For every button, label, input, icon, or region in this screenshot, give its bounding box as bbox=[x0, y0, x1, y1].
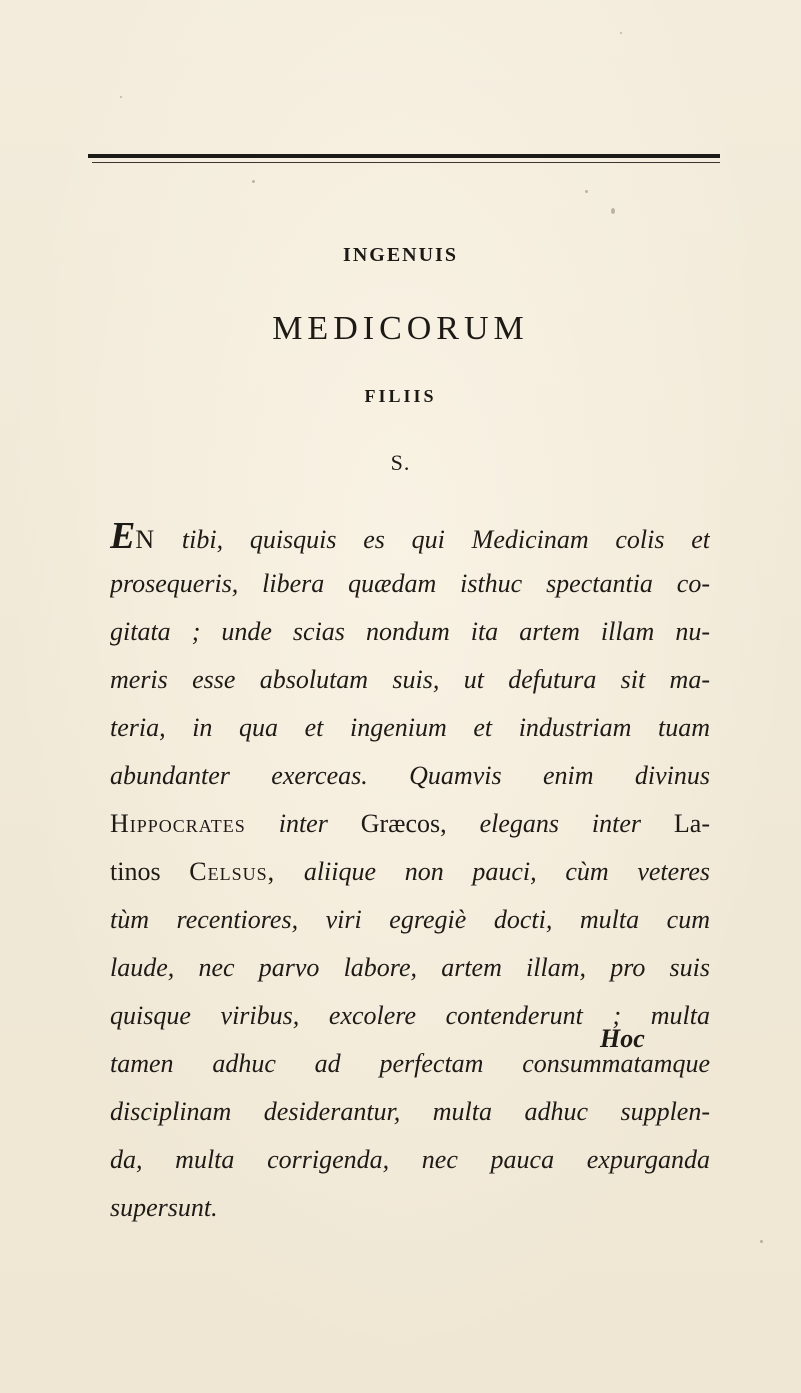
text-line-11: quisque viribus, excolere contenderunt ; multa bbox=[110, 1001, 710, 1030]
paper-speck bbox=[760, 1240, 763, 1243]
text-line-7-graecos: Græcos, bbox=[360, 809, 447, 838]
text-line-8-tinos: tinos bbox=[110, 857, 161, 886]
text-line-1 bbox=[110, 512, 710, 560]
heading-medicorum: MEDICORUM bbox=[272, 310, 529, 347]
paper-speck bbox=[252, 180, 255, 183]
text-line-12: tamen adhuc ad perfectam consummatamque bbox=[110, 1049, 710, 1078]
text-line-8-rest: aliique non pauci, cùm veteres bbox=[303, 857, 710, 886]
text-line-14: da, multa corrigenda, nec pauca expurganda bbox=[110, 1145, 710, 1174]
header-rule-thick bbox=[88, 154, 720, 158]
text-line-4: meris esse absolutam suis, ut defutura sit ma- bbox=[110, 665, 710, 694]
text-line-7-inter: inter bbox=[278, 809, 328, 838]
text-line-6: abundanter exerceas. Quamvis enim divinus bbox=[110, 761, 710, 790]
name-celsus: Celsus, bbox=[189, 857, 276, 886]
text-line-8 bbox=[110, 848, 710, 896]
text-line-7-la: La- bbox=[673, 809, 710, 838]
text-line-15: supersunt. bbox=[110, 1193, 218, 1222]
catchword: Hoc bbox=[600, 1024, 645, 1053]
text-line-3: gitata ; unde scias nondum ita artem illam nu- bbox=[110, 617, 710, 646]
dedication-text bbox=[110, 512, 710, 1232]
drop-capital-rest: N bbox=[135, 525, 156, 554]
text-line-1-rest: tibi, quisquis es qui Medicinam colis et bbox=[181, 525, 710, 554]
heading-filiis: FILIIS bbox=[364, 386, 437, 406]
heading-salutem: S. bbox=[390, 450, 411, 475]
text-line-7 bbox=[110, 800, 710, 848]
paper-speck bbox=[120, 96, 122, 98]
header-rule-thin bbox=[92, 162, 720, 163]
name-hippocrates: Hippocrates bbox=[110, 809, 246, 838]
text-line-10: laude, nec parvo labore, artem illam, pro suis bbox=[110, 953, 710, 982]
text-line-5: teria, in qua et ingenium et industriam tuam bbox=[110, 713, 710, 742]
text-line-2: prosequeris, libera quædam isthuc spectantia co- bbox=[110, 569, 710, 598]
heading-ingenuis: INGENUIS bbox=[343, 244, 458, 266]
text-line-13: disciplinam desiderantur, multa adhuc supplen- bbox=[110, 1097, 710, 1126]
paper-speck bbox=[611, 208, 615, 214]
paper-speck bbox=[585, 190, 588, 193]
drop-capital: E bbox=[110, 515, 136, 557]
text-line-9: tùm recentiores, viri egregiè docti, multa cum bbox=[110, 905, 710, 934]
paper-speck bbox=[620, 32, 622, 34]
text-line-7-elegans: elegans inter bbox=[479, 809, 642, 838]
